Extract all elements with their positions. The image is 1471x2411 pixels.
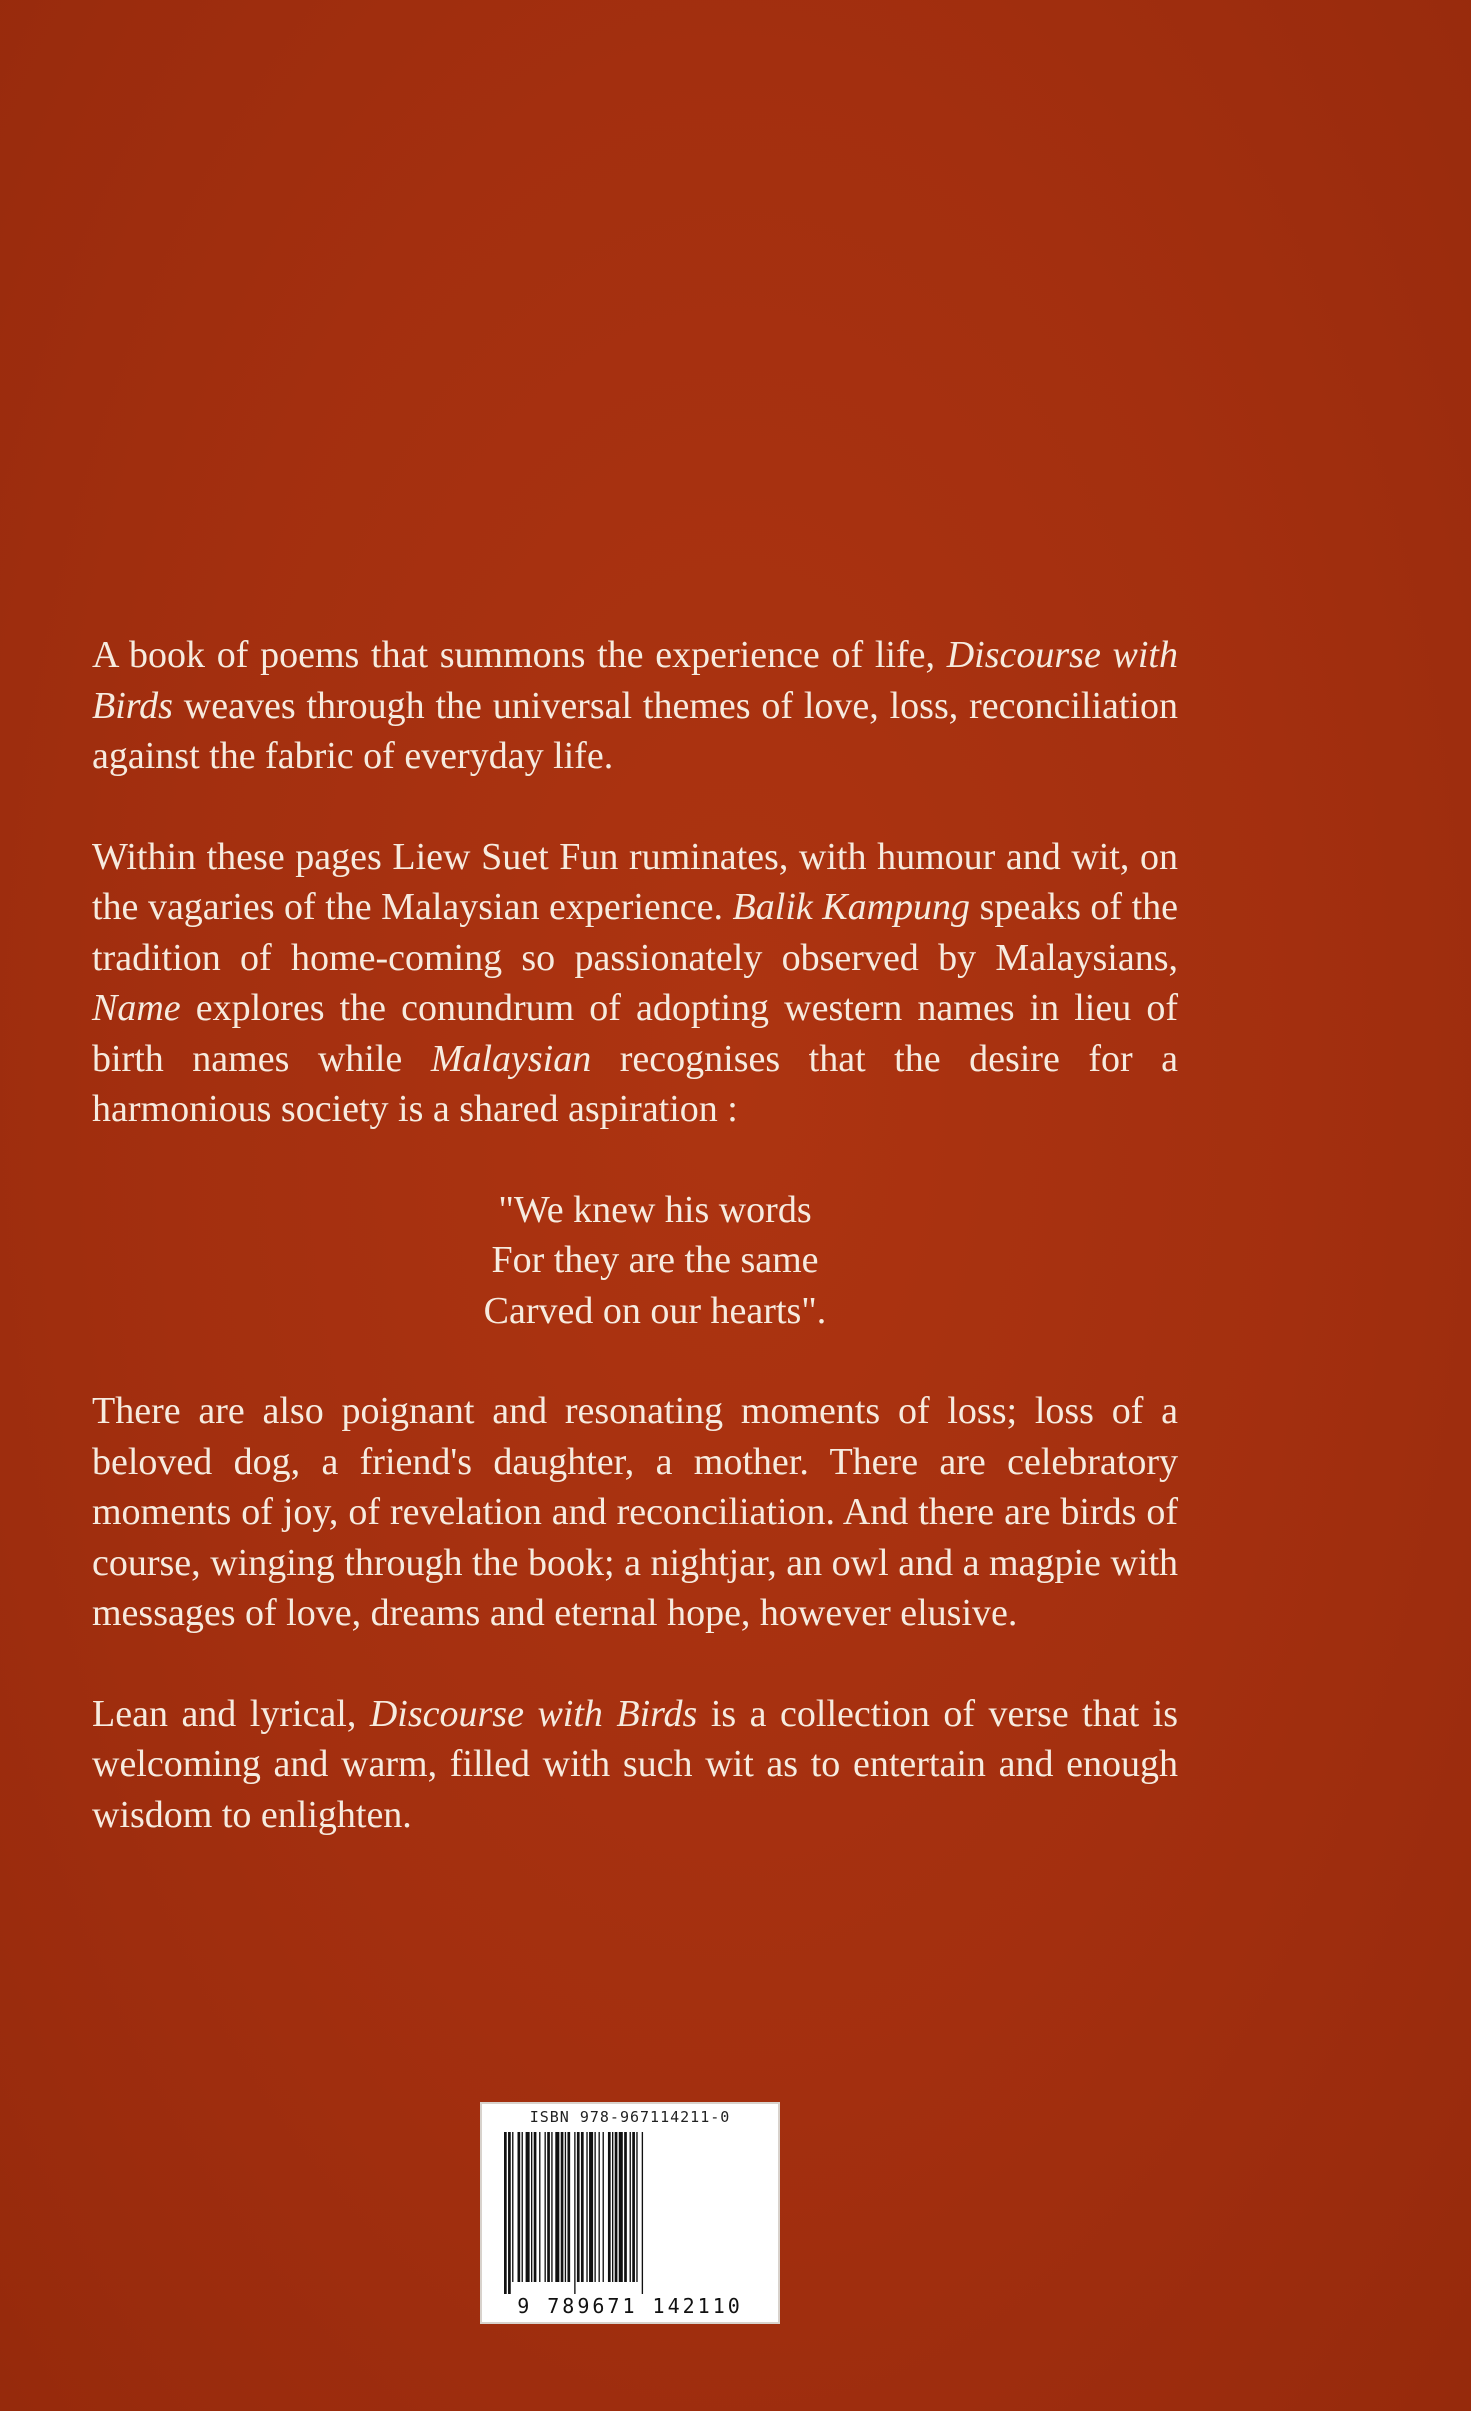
barcode-bar — [526, 2132, 530, 2282]
barcode-bar — [504, 2132, 507, 2294]
barcode-bar — [545, 2132, 546, 2282]
book-title-italic: Discourse with Birds — [92, 634, 1178, 727]
barcode-bar — [565, 2132, 566, 2282]
blurb-paragraph-1 — [92, 630, 1178, 782]
barcode-bar — [636, 2132, 637, 2282]
barcode-bar — [594, 2132, 595, 2282]
barcode-bar — [577, 2132, 580, 2282]
poem-title-name: Name — [92, 987, 181, 1029]
text-span: speaks of the tradition of home-coming so passionately observed by Malaysians, — [92, 886, 1179, 979]
verse-quote — [92, 1185, 1178, 1337]
barcode-bar — [612, 2132, 613, 2282]
verse-line: "We knew his words — [498, 1188, 812, 1231]
barcode-bar — [561, 2132, 564, 2282]
barcode-bar — [534, 2132, 537, 2282]
poem-title-balik-kampung: Balik Kampung — [732, 886, 971, 928]
barcode-bar — [608, 2132, 611, 2282]
barcode-bar — [624, 2132, 627, 2282]
text-span: explores the conundrum of adopting western names in lieu of birth names while — [92, 987, 1178, 1080]
isbn-label: ISBN 978-967114211-0 — [529, 2108, 731, 2126]
verse-line: For they are the same — [491, 1239, 819, 1281]
barcode-bar — [574, 2132, 575, 2294]
barcode-bar — [555, 2132, 559, 2282]
barcode-bar — [547, 2132, 550, 2282]
barcode-bar — [603, 2132, 604, 2282]
barcode-bar — [518, 2132, 521, 2282]
verse-line: Carved on our hearts". — [483, 1289, 827, 1332]
text-span: Lean and lyrical, — [92, 1692, 370, 1735]
barcode-bar — [567, 2132, 570, 2282]
barcode-bar — [619, 2132, 623, 2282]
barcode-bar — [581, 2132, 584, 2282]
barcode-bar — [531, 2132, 532, 2282]
blurb-paragraph-4 — [92, 1689, 1178, 1841]
barcode-bar — [632, 2132, 635, 2282]
barcode-bar — [508, 2132, 511, 2294]
barcode-bar — [512, 2132, 513, 2282]
barcode-digits: 9 789671 142110 — [517, 2294, 743, 2318]
barcode-bar — [599, 2132, 600, 2282]
text-span: recognises that the desire for a harmonious society is a shared aspiration : — [92, 1037, 1179, 1130]
book-title-italic: Discourse with Birds — [369, 1692, 698, 1735]
poem-title-malaysian: Malaysian — [430, 1037, 592, 1080]
barcode-bar — [642, 2132, 643, 2294]
text-span: A book of poems that summons the experience of life, — [92, 634, 947, 676]
text-span: weaves through the universal themes of love, loss, reconciliation against the fabric of everyday life. — [92, 684, 1178, 777]
blurb-paragraph-2 — [92, 832, 1178, 1135]
text-span: Within these pages Liew Suet Fun ruminates, with humour and wit, on the vagaries of the Malaysian experience. — [92, 835, 1178, 928]
barcode-bar — [539, 2132, 540, 2282]
barcode-bars — [504, 2132, 760, 2294]
barcode-bar — [551, 2132, 552, 2282]
isbn-barcode — [480, 2102, 780, 2324]
barcode-bar — [589, 2132, 593, 2282]
barcode-bar — [615, 2132, 618, 2282]
barcode-bar — [522, 2132, 523, 2282]
barcode-bar — [586, 2132, 587, 2282]
blurb-paragraph-3: There are also poignant and resonating moments of loss; loss of a beloved dog, a friend's daughter, a mother. There are celebratory moments of joy, of revelation and reconciliation. And there are birds of course, winging through the book; a nightjar, an owl and a magpie with messages of love, dreams and eternal hope, however elusive. — [92, 1390, 1178, 1634]
barcode-bar — [630, 2132, 631, 2282]
text-span: is a collection of verse that is welcoming and warm, filled with such wit as to entertain and enough wisdom to enlighten. — [92, 1692, 1178, 1836]
blurb-text — [92, 630, 1178, 1890]
